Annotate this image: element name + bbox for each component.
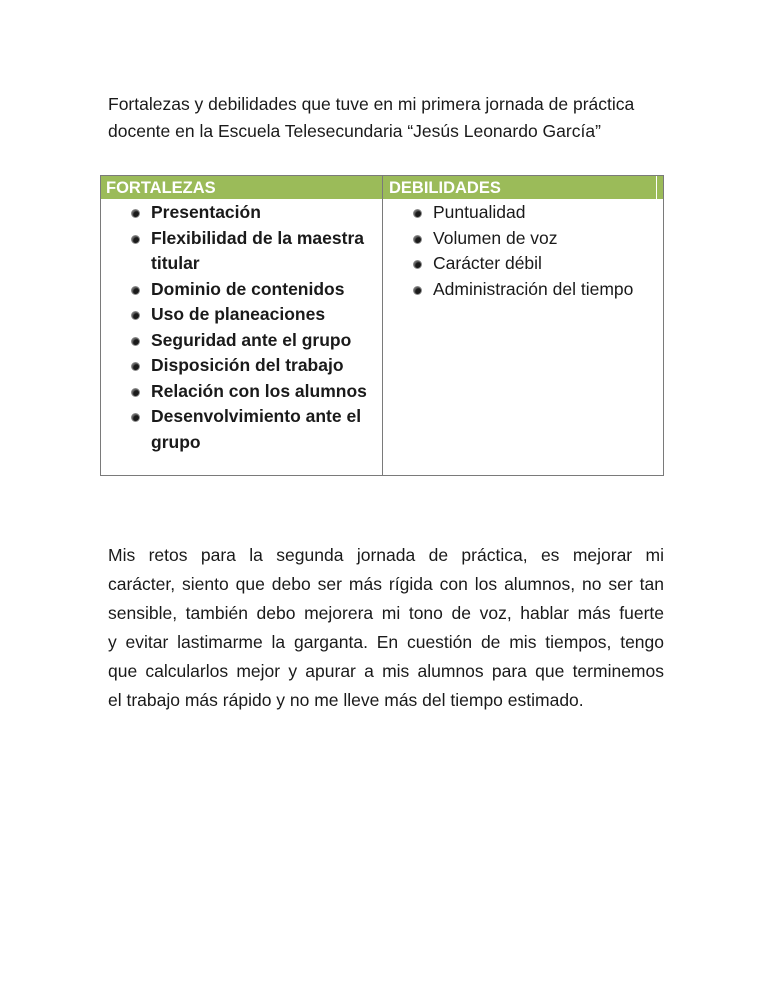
list-item: Disposición del trabajo <box>101 353 382 379</box>
bullet-icon <box>131 286 140 295</box>
fortalezas-list <box>101 200 382 455</box>
bullet-icon <box>413 209 422 218</box>
retos-line: y evitar lastimarme la garganta. En cuestión de mis tiempos, tengo <box>108 632 664 652</box>
bullet-icon <box>413 286 422 295</box>
bullet-icon <box>131 388 140 397</box>
retos-line: carácter, siento que debo ser más rígida con los alumnos, no ser tan <box>108 574 664 594</box>
intro-line: docente en la Escuela Telesecundaria “Jesús Leonardo García” <box>108 121 601 141</box>
bullet-icon <box>131 311 140 320</box>
retos-line: el trabajo más rápido y no me lleve más del tiempo estimado. <box>108 690 584 710</box>
list-item: Flexibilidad de la maestra titular <box>101 226 382 277</box>
strengths-weaknesses-table <box>100 175 664 476</box>
list-item: Desenvolvimiento ante el grupo <box>101 404 382 455</box>
bullet-icon <box>131 235 140 244</box>
bullet-icon <box>131 337 140 346</box>
header-debilidades: DEBILIDADES <box>389 179 501 197</box>
bullet-icon <box>131 209 140 218</box>
list-item: Uso de planeaciones <box>101 302 382 328</box>
list-item: Presentación <box>101 200 382 226</box>
bullet-icon <box>131 413 140 422</box>
debilidades-list <box>383 200 663 302</box>
intro-paragraph <box>108 91 664 145</box>
list-item: Carácter débil <box>383 251 663 277</box>
list-item: Relación con los alumnos <box>101 379 382 405</box>
bullet-icon <box>413 260 422 269</box>
retos-line: Mis retos para la segunda jornada de práctica, es mejorar mi <box>108 545 664 565</box>
header-fortalezas: FORTALEZAS <box>106 179 216 197</box>
list-item: Dominio de contenidos <box>101 277 382 303</box>
header-gap <box>656 176 657 199</box>
list-item: Seguridad ante el grupo <box>101 328 382 354</box>
retos-line: que calcularlos mejor y apurar a mis alumnos para que terminemos <box>108 661 664 681</box>
list-item: Volumen de voz <box>383 226 663 252</box>
bullet-icon <box>131 362 140 371</box>
retos-paragraph <box>108 541 664 715</box>
intro-line: Fortalezas y debilidades que tuve en mi primera jornada de práctica <box>108 94 635 114</box>
retos-line: sensible, también debo mejorera mi tono de voz, hablar más fuerte <box>108 603 664 623</box>
bullet-icon <box>413 235 422 244</box>
list-item: Puntualidad <box>383 200 663 226</box>
list-item: Administración del tiempo <box>383 277 663 303</box>
